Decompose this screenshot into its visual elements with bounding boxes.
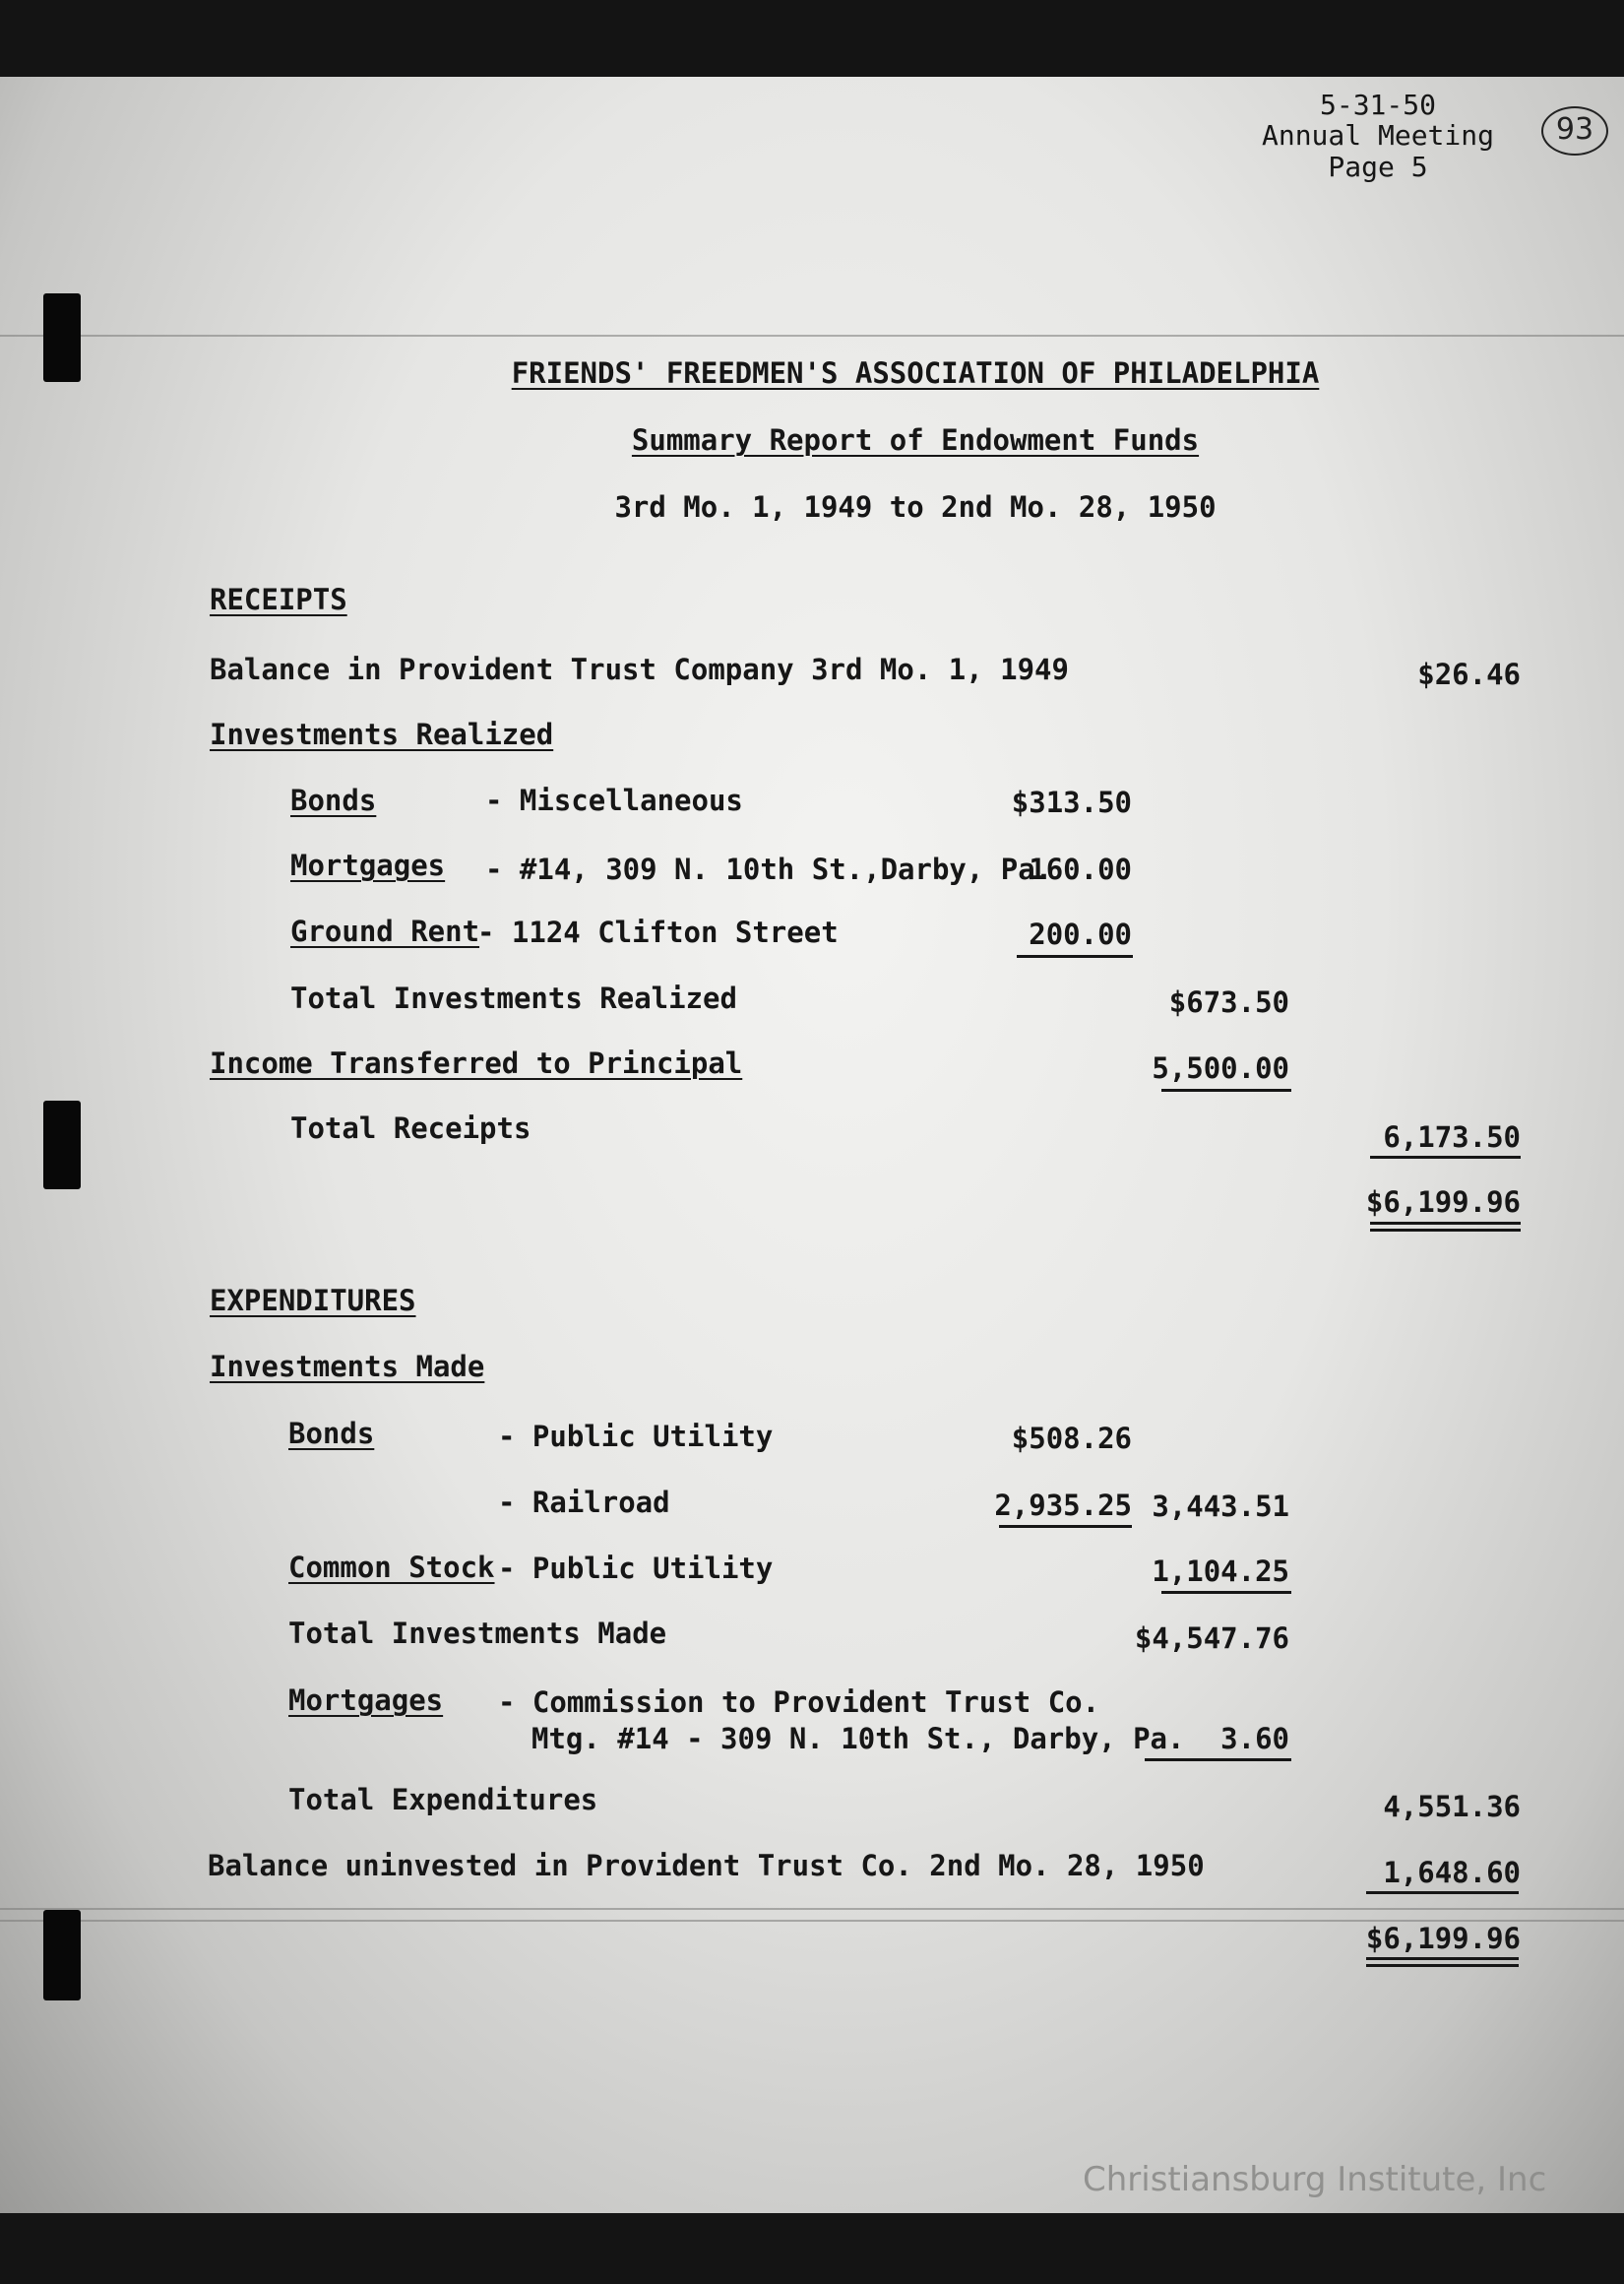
expenditures-grand-total: $6,199.96 xyxy=(1365,1922,1521,1955)
report-period: 3rd Mo. 1, 1949 to 2nd Mo. 28, 1950 xyxy=(614,490,1217,524)
total-expenditures-amount: 4,551.36 xyxy=(1383,1790,1521,1823)
expenditures-heading: EXPENDITURES xyxy=(210,1284,416,1317)
header-page: Page 5 xyxy=(1328,151,1428,183)
total-realized-label: Total Investments Realized xyxy=(290,982,737,1015)
double-underline-rule xyxy=(1366,1964,1519,1967)
underline-rule xyxy=(1161,1591,1291,1594)
underline-rule xyxy=(1370,1156,1521,1159)
receipts-balance-amount: $26.46 xyxy=(1417,658,1521,691)
made-bonds-label: Bonds xyxy=(288,1417,375,1450)
scan-line xyxy=(0,1908,1624,1910)
realized-bonds-label: Bonds xyxy=(290,784,377,817)
balance-uninvested-label: Balance uninvested in Provident Trust Co. 2nd Mo. 28, 1950 xyxy=(208,1849,1205,1882)
realized-mortgages-amount: 160.00 xyxy=(1029,853,1132,886)
folio-number: 93 xyxy=(1541,106,1608,156)
realized-ground-rent-label: Ground Rent xyxy=(290,915,480,948)
receipts-balance-label: Balance in Provident Trust Company 3rd Mo. 1, 1949 xyxy=(210,653,1069,686)
balance-uninvested-amount: 1,648.60 xyxy=(1383,1856,1521,1889)
expend-mortgages-label: Mortgages xyxy=(288,1683,444,1717)
made-bonds-railroad-amount: 2,935.25 xyxy=(994,1489,1132,1522)
document-subtitle: Summary Report of Endowment Funds xyxy=(631,423,1200,457)
binder-hole-mark xyxy=(43,1101,81,1189)
scan-line xyxy=(0,335,1624,337)
total-expenditures-label: Total Expenditures xyxy=(288,1783,598,1816)
total-made-amount: $4,547.76 xyxy=(1134,1621,1289,1655)
double-underline-rule xyxy=(1370,1229,1521,1232)
realized-mortgages-desc: - #14, 309 N. 10th St.,Darby, Pa. xyxy=(485,853,1053,886)
expend-mortgages-amount: 3.60 xyxy=(1220,1722,1289,1755)
header-date: 5-31-50 xyxy=(1319,89,1436,121)
underline-rule xyxy=(999,1525,1132,1528)
made-bonds-public-amount: $508.26 xyxy=(1011,1422,1132,1455)
double-underline-rule xyxy=(1366,1957,1519,1960)
double-underline-rule xyxy=(1370,1222,1521,1225)
made-bonds-subtotal: 3,443.51 xyxy=(1152,1490,1289,1523)
underline-rule xyxy=(1161,1089,1291,1092)
investments-realized-heading: Investments Realized xyxy=(210,718,554,751)
realized-bonds-amount: $313.50 xyxy=(1011,786,1132,819)
underline-rule xyxy=(1366,1891,1519,1894)
receipts-grand-total: $6,199.96 xyxy=(1365,1185,1521,1219)
common-stock-label: Common Stock xyxy=(288,1551,495,1584)
realized-bonds-desc: - Miscellaneous xyxy=(485,784,743,817)
investments-made-heading: Investments Made xyxy=(210,1350,485,1383)
receipts-heading: RECEIPTS xyxy=(210,583,347,616)
realized-ground-rent-amount: 200.00 xyxy=(1029,918,1132,951)
expend-mortgages-desc-2: Mtg. #14 - 309 N. 10th St., Darby, Pa. xyxy=(531,1722,1185,1755)
total-made-label: Total Investments Made xyxy=(288,1617,667,1650)
income-transferred-label: Income Transferred to Principal xyxy=(210,1047,743,1080)
underline-rule xyxy=(1017,955,1133,958)
total-receipts-amount: 6,173.50 xyxy=(1383,1120,1521,1154)
realized-ground-rent-desc: - 1124 Clifton Street xyxy=(477,916,839,949)
binder-hole-mark xyxy=(43,1910,81,2000)
underline-rule xyxy=(1145,1758,1291,1761)
archive-watermark: Christiansburg Institute, Inc xyxy=(1083,2160,1547,2199)
total-realized-amount: $673.50 xyxy=(1168,985,1289,1019)
total-receipts-label: Total Receipts xyxy=(290,1111,531,1145)
common-stock-desc: - Public Utility xyxy=(498,1552,774,1585)
expend-mortgages-desc-1: - Commission to Provident Trust Co. xyxy=(498,1685,1100,1719)
made-bonds-railroad-desc: - Railroad xyxy=(498,1486,670,1519)
income-transferred-amount: 5,500.00 xyxy=(1152,1051,1289,1085)
header-meeting: Annual Meeting xyxy=(1261,119,1494,152)
realized-mortgages-label: Mortgages xyxy=(290,849,446,882)
common-stock-amount: 1,104.25 xyxy=(1152,1554,1289,1588)
binder-hole-mark xyxy=(43,293,81,382)
made-bonds-public-desc: - Public Utility xyxy=(498,1420,774,1453)
document-title: FRIENDS' FREEDMEN'S ASSOCIATION OF PHILADELPHIA xyxy=(511,356,1320,390)
